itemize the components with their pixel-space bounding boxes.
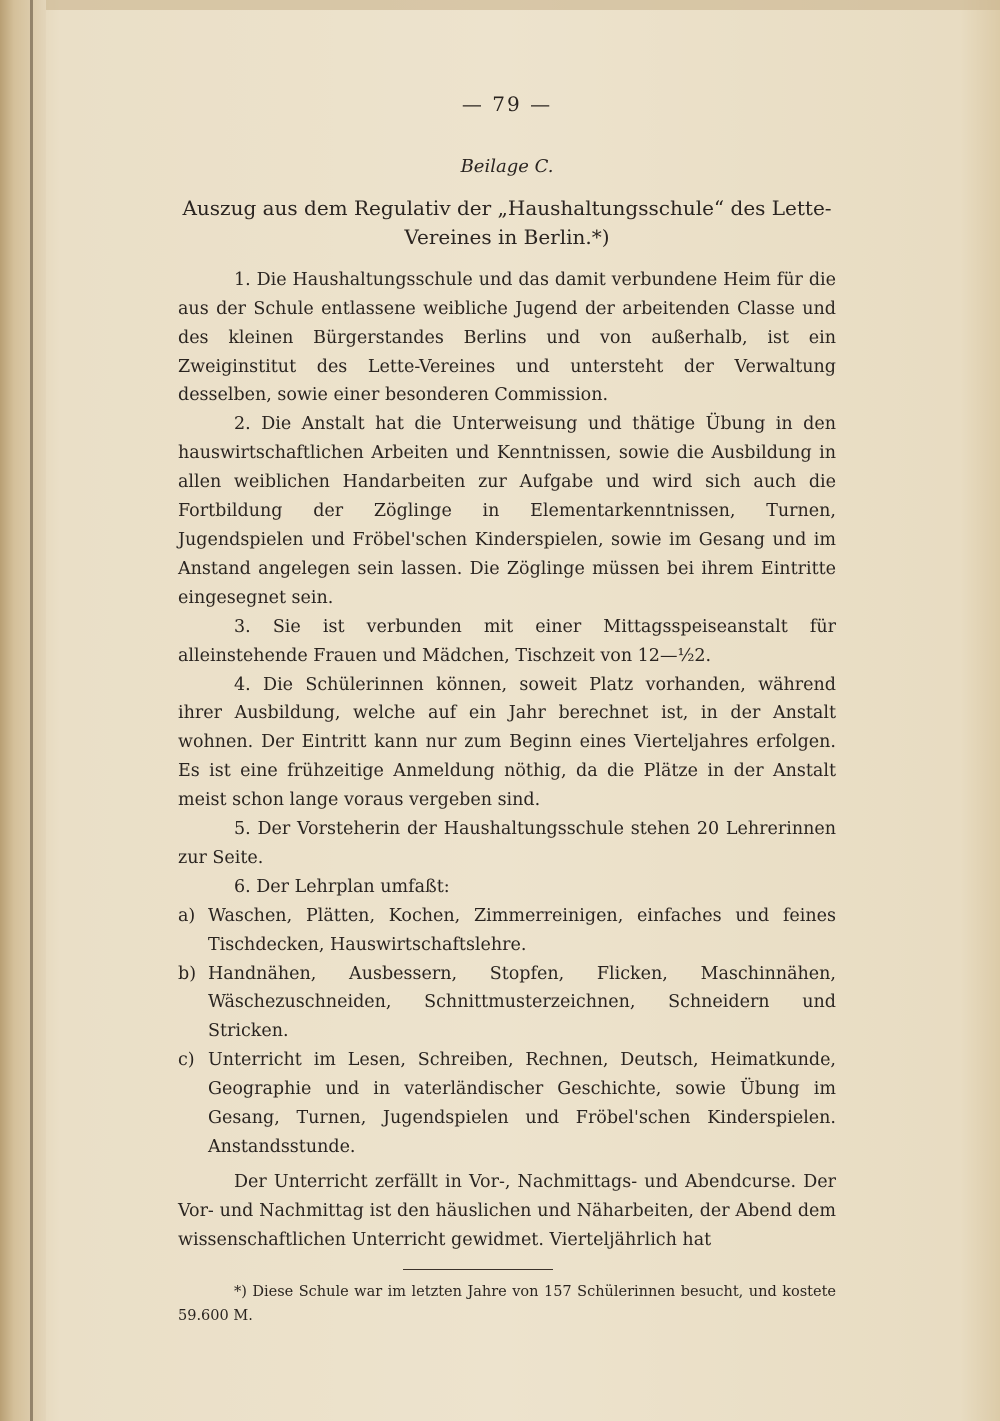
list-item-text: Waschen, Plätten, Kochen, Zimmerreinigen, einfaches und feines Tischdecken, Hauswirtschaftslehre. <box>208 905 836 955</box>
closing-paragraph: Der Unterricht zerfällt in Vor-, Nachmittags- und Abendcurse. Der Vor- und Nachmittag ist den häuslichen und Näharbeiten, der Abend dem wissenschaftlichen Unterricht gewidmet. Vierteljährlich hat <box>178 1171 836 1250</box>
page-content <box>178 90 836 1328</box>
list-item-letter: b) <box>178 963 197 984</box>
paragraph-3: 3. Sie ist verbunden mit einer Mittagsspeiseanstalt für alleinstehende Frauen und Mädchen, Tischzeit von 12—½2. <box>178 616 836 666</box>
list-item-text: Handnähen, Ausbessern, Stopfen, Flicken, Maschinnähen, Wäschezuschneiden, Schnittmusterzeichnen, Schneidern und Stricken. <box>208 963 836 1042</box>
document-title: Auszug aus dem Regulativ der „Haushaltungsschule“ des Lette-Vereines in Berlin.*) <box>182 195 832 249</box>
paragraph-6: 6. Der Lehrplan umfaßt: <box>234 876 450 897</box>
footnote: *) Diese Schule war im letzten Jahre von 157 Schülerinnen besucht, und kostete 59.600 M. <box>178 1283 836 1324</box>
paragraph-1: 1. Die Haushaltungsschule und das damit verbundene Heim für die aus der Schule entlassene weibliche Jugend der arbeitenden Classe und des kleinen Bürgerstandes Berlins und von außerhalb, ist ein Zweiginstitut des Lette-Vereines und untersteht der Verwaltung desselben, sowie einer besonderen Commission. <box>178 269 836 406</box>
list-item <box>178 902 836 960</box>
curriculum-list <box>178 902 836 1162</box>
list-item-letter: c) <box>178 1050 195 1071</box>
paragraph-5: 5. Der Vorsteherin der Haushaltungsschule stehen 20 Lehrerinnen zur Seite. <box>178 819 836 868</box>
footnote-divider <box>403 1269 553 1270</box>
binding-crease <box>30 0 33 1421</box>
appendix-label: Beilage C. <box>460 155 554 177</box>
list-item <box>178 1046 836 1162</box>
paragraph-4: 4. Die Schülerinnen können, soweit Platz vorhanden, während ihrer Ausbildung, welche auf ein Jahr berechnet ist, in der Anstalt wohnen. Der Eintritt kann nur zum Beginn eines Vierteljahres erfolgen. Es ist eine frühzeitige Anmeldung nöthig, da die Plätze in der Anstalt meist schon lange voraus vergeben sind. <box>178 674 836 811</box>
list-item-text: Unterricht im Lesen, Schreiben, Rechnen, Deutsch, Heimatkunde, Geographie und in vaterländischer Geschichte, sowie Übung im Gesang, Turnen, Jugendspielen und Fröbel'schen Kinderspielen. Anstandsstunde. <box>208 1050 836 1157</box>
page-top-edge <box>0 0 1000 10</box>
list-item <box>178 960 836 1047</box>
book-binding-shadow <box>0 0 46 1421</box>
list-item-letter: a) <box>178 905 196 926</box>
paragraph-2: 2. Die Anstalt hat die Unterweisung und thätige Übung in den hauswirtschaftlichen Arbeiten und Kenntnissen, sowie die Ausbildung in allen weiblichen Handarbeiten zur Aufgabe und wird sich auch die Fortbildung der Zöglinge in Elementarkenntnissen, Turnen, Jugendspielen und Fröbel'schen Kinderspielen, sowie im Gesang und im Anstand angelegen sein lassen. Die Zöglinge müssen bei ihrem Eintritte eingesegnet sein. <box>178 414 836 608</box>
page-number: — 79 — <box>461 92 553 116</box>
